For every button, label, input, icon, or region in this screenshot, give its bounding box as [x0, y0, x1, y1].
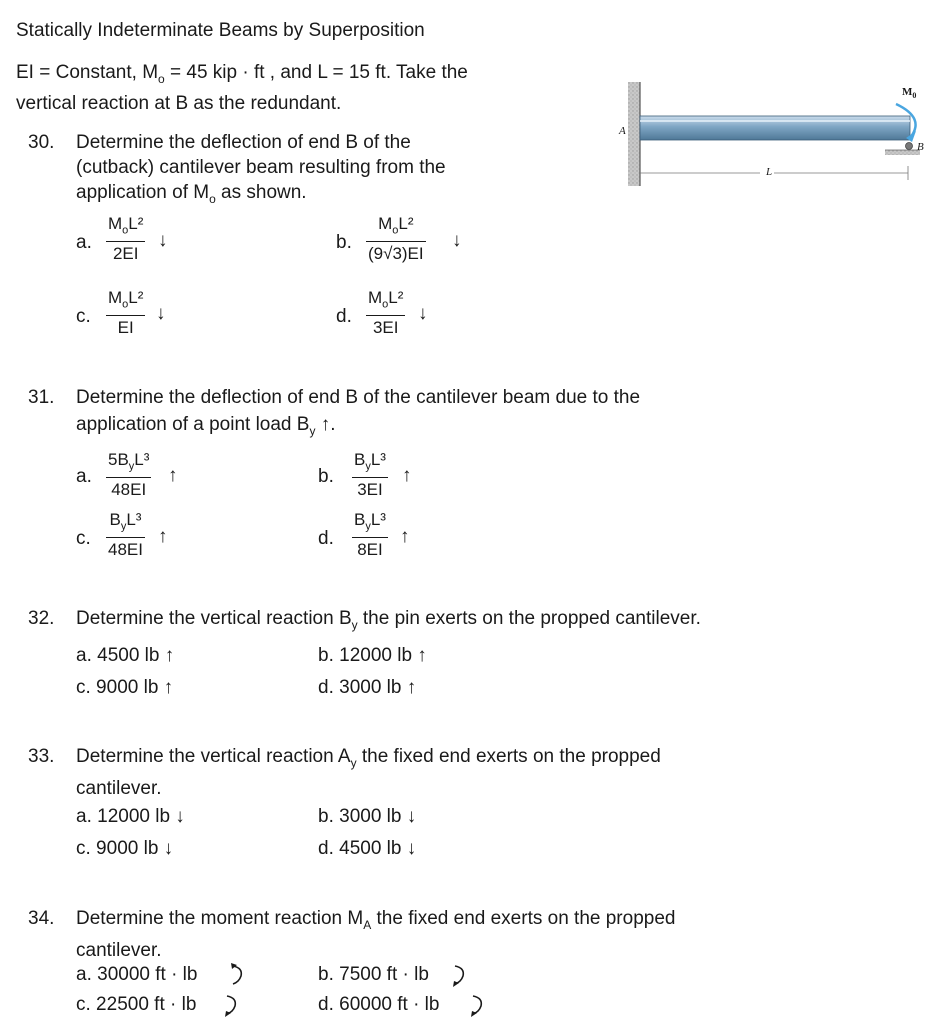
num-pre: B: [354, 510, 366, 529]
q34-number: 34.: [28, 908, 55, 929]
q31-option-c-letter[interactable]: c.: [76, 528, 91, 549]
q33-text-a: Determine the vertical reaction A: [76, 746, 351, 767]
num-pre: B: [354, 450, 366, 469]
q30-option-b-letter[interactable]: b.: [336, 232, 352, 253]
label-mo: [902, 86, 916, 100]
q34-text-sub: A: [363, 917, 372, 932]
clockwise-moment-icon: [230, 962, 244, 988]
fraction-denominator: (9√3)EI: [368, 244, 424, 264]
num-m: M: [378, 214, 393, 233]
counterclockwise-moment-icon: [452, 962, 466, 988]
num-sub: o: [122, 298, 129, 311]
q30-text-3a: application of M: [76, 182, 210, 203]
fraction-denominator: 8EI: [357, 540, 383, 560]
fraction-bar: [106, 315, 145, 316]
q34-text-2: cantilever.: [76, 940, 162, 961]
q30-text-3: [76, 180, 307, 212]
fraction-bar: [352, 537, 388, 538]
q30-text-1: Determine the deflection of end B of the: [76, 132, 411, 153]
q30-option-b-fraction[interactable]: [366, 214, 426, 264]
q31-option-b-fraction[interactable]: [352, 450, 388, 500]
num-sub: o: [382, 298, 389, 311]
q30-text-3sub: o: [209, 191, 216, 206]
q34-text-1: [76, 906, 675, 938]
fraction-denominator: EI: [117, 318, 134, 338]
fraction-numerator: [352, 450, 388, 476]
fraction-denominator: 3EI: [357, 480, 383, 500]
num-rest: L³: [134, 450, 150, 469]
q32-text-a: Determine the vertical reaction B: [76, 608, 352, 629]
label-l: L: [766, 166, 773, 178]
given-text: EI = Constant, M: [16, 62, 159, 83]
fixed-wall: [628, 82, 640, 186]
q30-option-d-letter[interactable]: d.: [336, 306, 352, 327]
q31-option-a-letter[interactable]: a.: [76, 466, 92, 487]
beam-diagram: [600, 78, 920, 190]
fraction-numerator: [106, 450, 151, 476]
q30-option-a-fraction[interactable]: [106, 214, 145, 264]
q31-text-2b: ↑.: [315, 414, 336, 435]
num-rest: L²: [398, 214, 414, 233]
label-mo-sub: 0: [912, 91, 917, 101]
counterclockwise-moment-icon: [470, 992, 484, 1018]
q31-option-d-fraction[interactable]: [352, 510, 388, 560]
num-pre: B: [109, 510, 121, 529]
fraction-numerator: [106, 214, 145, 240]
up-arrow-icon: ↑: [168, 465, 178, 486]
given-sub: o: [158, 71, 165, 86]
down-arrow-icon: ↓: [452, 230, 462, 251]
q33-text-sub: y: [350, 755, 357, 770]
q33-text-1: [76, 744, 661, 776]
pin-ground: [885, 150, 920, 155]
q30-text-3b: as shown.: [215, 182, 307, 203]
num-pre: 5B: [108, 450, 129, 469]
q34-text-a: Determine the moment reaction M: [76, 908, 364, 929]
num-sub: y: [365, 520, 371, 533]
fraction-bar: [106, 241, 145, 242]
counterclockwise-moment-icon: [224, 992, 238, 1018]
num-rest: L²: [128, 288, 144, 307]
q31-option-c-fraction[interactable]: [106, 510, 145, 560]
label-a: A: [619, 125, 626, 137]
down-arrow-icon: ↓: [156, 303, 166, 324]
q30-option-d-fraction[interactable]: [366, 288, 405, 338]
up-arrow-icon: ↑: [400, 526, 410, 547]
fraction-bar: [366, 315, 405, 316]
fraction-denominator: 2EI: [112, 244, 139, 264]
q31-number: 31.: [28, 387, 55, 408]
label-b: B: [917, 141, 924, 153]
fraction-bar: [106, 537, 145, 538]
given-line-2: vertical reaction at B as the redundant.: [16, 93, 342, 114]
q30-text-2: (cutback) cantilever beam resulting from the: [76, 157, 446, 178]
fraction-numerator: [366, 288, 405, 314]
pin-support: [906, 143, 913, 150]
label-mo-text: M: [902, 86, 913, 98]
q32-text-sub: y: [351, 617, 358, 632]
q34-option-c[interactable]: c. 22500 ft · lb: [76, 994, 197, 1015]
num-m: M: [108, 288, 123, 307]
q33-text-b: the fixed end exerts on the propped: [356, 746, 661, 767]
fraction-numerator: [108, 510, 144, 536]
q30-option-c-fraction[interactable]: [106, 288, 145, 338]
q30-option-a-letter[interactable]: a.: [76, 232, 92, 253]
q33-number: 33.: [28, 746, 55, 767]
num-rest: L²: [128, 214, 144, 233]
q31-text-2a: application of a point load B: [76, 414, 310, 435]
down-arrow-icon: ↓: [418, 303, 428, 324]
q33-text-2: cantilever.: [76, 778, 162, 799]
fraction-denominator: 3EI: [372, 318, 399, 338]
num-rest: L²: [388, 288, 404, 307]
num-sub: y: [128, 460, 135, 473]
beam: [640, 116, 910, 140]
q31-text-2: [76, 412, 336, 444]
up-arrow-icon: ↑: [158, 526, 168, 547]
q33-option-a[interactable]: a. 12000 lb ↓: [76, 806, 185, 827]
q30-option-c-letter[interactable]: c.: [76, 306, 91, 327]
fraction-numerator: [352, 510, 388, 536]
fraction-bar: [106, 477, 151, 478]
fraction-numerator: [106, 288, 145, 314]
q34-option-d[interactable]: d. 60000 ft · lb: [318, 994, 440, 1015]
up-arrow-icon: ↑: [402, 465, 412, 486]
num-m: M: [108, 214, 123, 233]
q31-option-b-letter[interactable]: b.: [318, 466, 334, 487]
q32-option-d[interactable]: d. 3000 lb ↑: [318, 677, 417, 698]
q31-option-a-fraction[interactable]: [106, 450, 151, 500]
given-line-1: [16, 62, 468, 90]
num-sub: o: [392, 224, 399, 237]
fraction-numerator: [376, 214, 415, 240]
fraction-bar: [352, 477, 388, 478]
q33-option-d[interactable]: d. 4500 lb ↓: [318, 838, 417, 859]
num-sub: y: [365, 460, 371, 473]
q32-text: [76, 606, 701, 638]
q32-text-b: the pin exerts on the propped cantilever.: [357, 608, 701, 629]
fraction-denominator: 48EI: [111, 480, 147, 500]
q33-option-c[interactable]: c. 9000 lb ↓: [76, 838, 174, 859]
q31-text-2sub: y: [309, 423, 316, 438]
q31-text-1: Determine the deflection of end B of the cantilever beam due to the: [76, 387, 641, 408]
q32-number: 32.: [28, 608, 55, 629]
page-title: Statically Indeterminate Beams by Superposition: [16, 20, 425, 41]
down-arrow-icon: ↓: [158, 230, 168, 251]
num-rest: L³: [370, 510, 386, 529]
fraction-bar: [366, 241, 426, 242]
num-rest: L³: [126, 510, 142, 529]
num-m: M: [368, 288, 383, 307]
q32-option-a[interactable]: a. 4500 lb ↑: [76, 645, 175, 666]
fraction-denominator: 48EI: [108, 540, 143, 560]
q32-option-b[interactable]: b. 12000 lb ↑: [318, 645, 427, 666]
q34-option-b[interactable]: b. 7500 ft · lb: [318, 964, 429, 985]
q30-number: 30.: [28, 132, 55, 153]
q31-option-d-letter[interactable]: d.: [318, 528, 334, 549]
num-sub: y: [120, 520, 127, 533]
q33-option-b[interactable]: b. 3000 lb ↓: [318, 806, 417, 827]
q34-option-a[interactable]: a. 30000 ft · lb: [76, 964, 198, 985]
q32-option-c[interactable]: c. 9000 lb ↑: [76, 677, 174, 698]
num-rest: L³: [370, 450, 386, 469]
q34-text-b: the fixed end exerts on the propped: [371, 908, 676, 929]
num-sub: o: [122, 224, 129, 237]
given-text-b: = 45 kip · ft , and L = 15 ft. Take the: [164, 62, 468, 83]
